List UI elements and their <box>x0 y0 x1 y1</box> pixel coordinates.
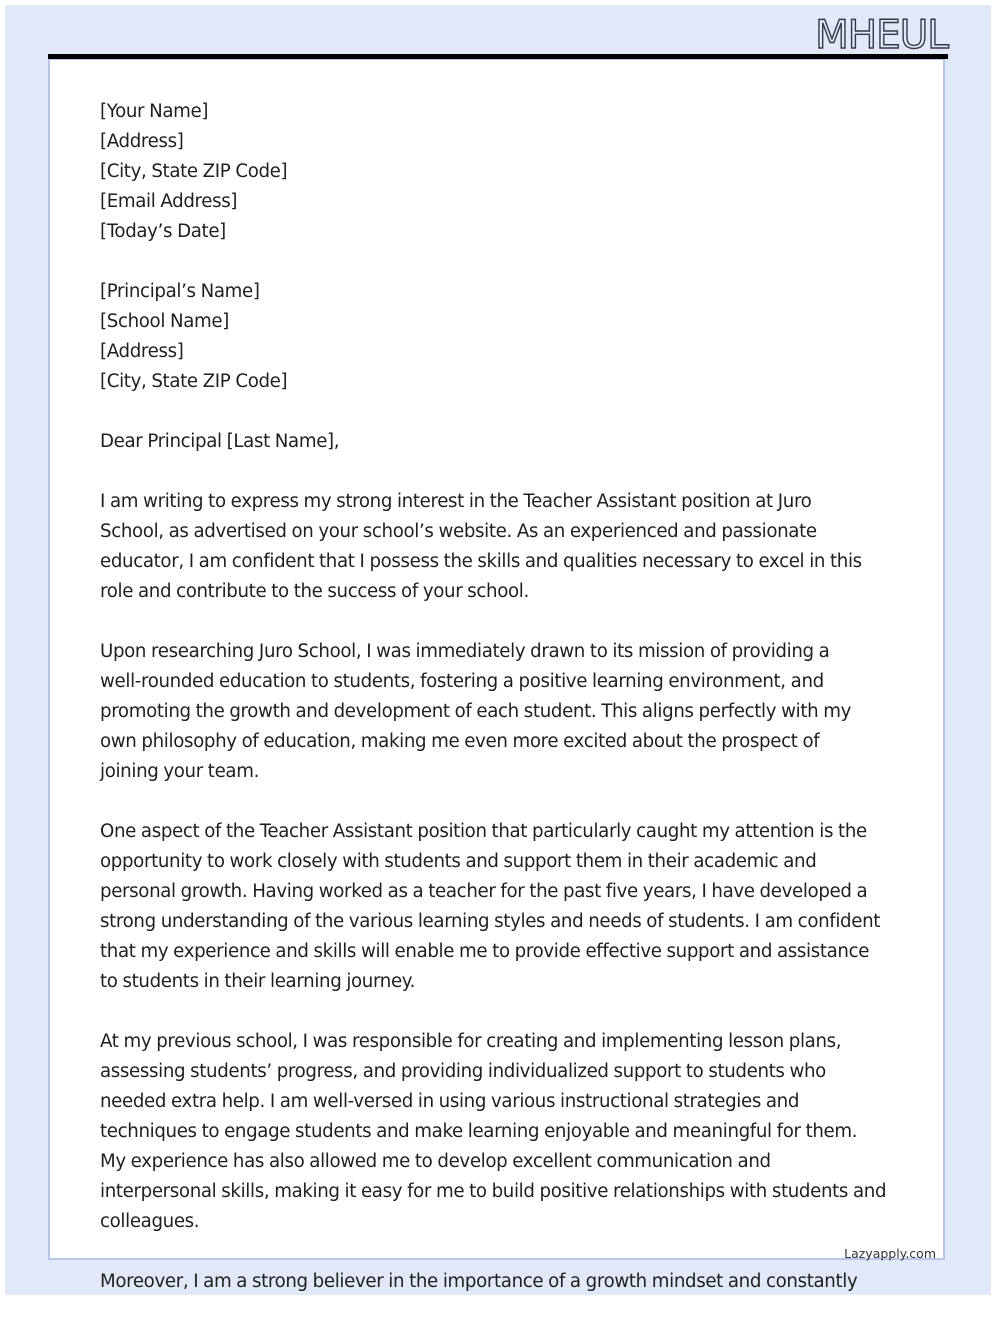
paragraph-line: One aspect of the Teacher Assistant position that particularly caught my attention is the <box>100 821 867 842</box>
paragraph-5 <box>100 1267 900 1297</box>
paragraph-line: assessing students’ progress, and providing individualized support to students who <box>100 1061 826 1082</box>
paragraph-line: educator, I am confident that I possess the skills and qualities necessary to excel in this <box>100 551 862 572</box>
paragraph-line: that my experience and skills will enable me to provide effective support and assistance <box>100 941 870 962</box>
recipient-school: [School Name] <box>100 311 229 332</box>
paragraph-line: School, as advertised on your school’s website. As an experienced and passionate <box>100 521 817 542</box>
header-rule <box>48 54 948 59</box>
paragraph-line: techniques to engage students and make learning enjoyable and meaningful for them. <box>100 1121 858 1142</box>
paragraph-line: to students in their learning journey. <box>100 971 416 992</box>
paragraph-line: At my previous school, I was responsible for creating and implementing lesson plans, <box>100 1031 842 1052</box>
paragraph-2 <box>100 637 900 787</box>
paragraph-line: strong understanding of the various learning styles and needs of students. I am confident <box>100 911 881 932</box>
paragraph-line: I am writing to express my strong interest in the Teacher Assistant position at Juro <box>100 491 812 512</box>
paragraph-line: opportunity to work closely with students and support them in their academic and <box>100 851 817 872</box>
paragraph-line: role and contribute to the success of your school. <box>100 581 529 602</box>
paragraph-3 <box>100 817 900 997</box>
paragraph-line: interpersonal skills, making it easy for me to build positive relationships with students and <box>100 1181 887 1202</box>
salutation: Dear Principal [Last Name], <box>100 431 340 452</box>
paragraph-line: Moreover, I am a strong believer in the importance of a growth mindset and constantly <box>100 1271 858 1292</box>
sender-block <box>100 97 900 247</box>
paragraph-line: promoting the growth and development of each student. This aligns perfectly with my <box>100 701 851 722</box>
paragraph-line: joining your team. <box>100 761 260 782</box>
paragraph-line: Upon researching Juro School, I was immediately drawn to its mission of providing a <box>100 641 830 662</box>
paragraph-4 <box>100 1027 900 1237</box>
paragraph-line: colleagues. <box>100 1211 200 1232</box>
paragraph-1 <box>100 487 900 607</box>
salutation-block <box>100 427 900 457</box>
paragraph-line: own philosophy of education, making me even more excited about the prospect of <box>100 731 820 752</box>
recipient-name: [Principal’s Name] <box>100 281 260 302</box>
paragraph-line: needed extra help. I am well-versed in using various instructional strategies and <box>100 1091 800 1112</box>
paragraph-line: My experience has also allowed me to develop excellent communication and <box>100 1151 771 1172</box>
sender-name: [Your Name] <box>100 101 209 122</box>
cover-letter <box>100 97 900 1327</box>
sender-address: [Address] <box>100 131 184 152</box>
recipient-city: [City, State ZIP Code] <box>100 371 288 392</box>
recipient-address: [Address] <box>100 341 184 362</box>
sender-city: [City, State ZIP Code] <box>100 161 288 182</box>
recipient-block <box>100 277 900 397</box>
sender-email: [Email Address] <box>100 191 238 212</box>
brand-logo: MHEUL <box>815 13 948 58</box>
paragraph-line: well-rounded education to students, fostering a positive learning environment, and <box>100 671 824 692</box>
paragraph-line: personal growth. Having worked as a teacher for the past five years, I have developed a <box>100 881 868 902</box>
letter-date: [Today’s Date] <box>100 221 226 242</box>
watermark: Lazyapply.com <box>844 1246 936 1261</box>
